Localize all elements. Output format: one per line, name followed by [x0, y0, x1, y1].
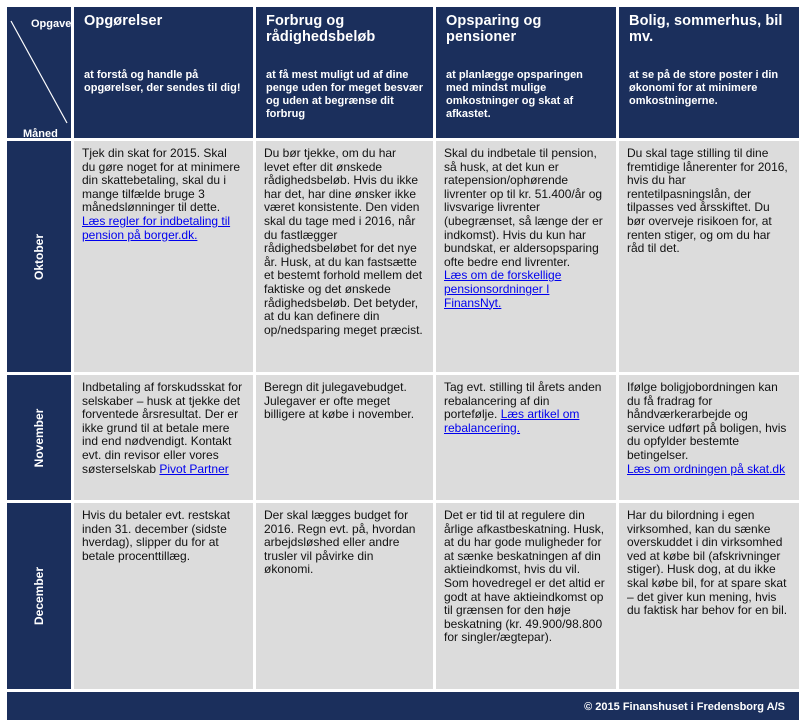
cell-text: Hvis du betaler evt. restskat inden 31. december (sidste hverdag), slipper du for at betale procenttillæg. [82, 508, 231, 563]
pivot-partner-link[interactable]: Pivot Partner [159, 461, 229, 476]
cell-november-opsparing [436, 375, 616, 500]
cell-november-bolig [619, 375, 799, 500]
column-header-forbrug [256, 7, 433, 138]
column-subtitle: at se på de store poster i din økonomi for at minimere omkostningerne. [629, 69, 779, 107]
cell-oktober-opgoerelser [74, 141, 253, 372]
cell-text: Har du bilordning i egen virksomhed, kan du sænke overskuddet i din virksomhed ved at købe bil (afskrivninger stiger). Husk dog, at du ikke skal købe bil, for at spare skat – det giver kun mening, hvis du faktisk har behov for en bil. [627, 508, 788, 618]
cell-text: Du bør tjekke, om du har levet efter dit ønskede rådighedsbeløb. Hvis du ikke har det, har dine ønsker ikke været konsistente. Den viden skal du tage med i 2016, når du fastlægger rådighedsbeløbet for det nye år. Husk, at du kan fastsætte et bestemt forhold mellem det faktiske og det ønskede rådighedsbeløb. Det betyder, at du kan definere din op/nedsparing meget præcist. [264, 146, 423, 337]
cell-text: Indbetaling af forskudsskat for selskaber – husk at tjekke det forventede årsresultat. Der er ikke grund til at betale mere ind end nødvendigt. Kontakt evt. din revisor eller vores søsterselskab [82, 380, 243, 476]
cell-text: Skal du indbetale til pension, så husk, at det kun er ratepension/ophørende livrenter op til kr. 51.400/år og livsvarige livrenter (ubegrænset, så længe der er indkomst). Hvis du kun har bundskat, er aldersopsparing ofte bedre end livrenter. [444, 146, 603, 269]
cell-december-opsparing [436, 503, 616, 689]
rebalancering-link[interactable]: Læs artikel om rebalancering. [444, 407, 580, 435]
row-label-oktober [7, 141, 71, 372]
cell-text: Du skal tage stilling til dine fremtidige lånerenter for 2016, hvis du har rentetilpasningslån, der tilpasses ved årsskiftet. Du bør overveje risikoen for, at renten stiger, og om du har råd til det. [627, 146, 788, 256]
cell-december-bolig [619, 503, 799, 689]
cell-november-opgoerelser [74, 375, 253, 500]
cell-oktober-forbrug [256, 141, 433, 372]
copyright-text: © 2015 Finanshuset i Fredensborg A/S [584, 701, 785, 713]
column-subtitle: at forstå og handle på opgørelser, der sendes til dig! [84, 69, 241, 94]
column-subtitle: at få mest muligt ud af dine penge uden for meget besvær og uden at begrænse dit forbrug [266, 69, 424, 120]
month-label: December [32, 566, 46, 626]
row-label-december [7, 503, 71, 689]
copyright-footer [7, 692, 799, 720]
cell-text: Der skal lægges budget for 2016. Regn evt. på, hvordan arbejdsløshed eller andre trusler vil påvirke din økonomi. [264, 508, 416, 577]
cell-oktober-bolig [619, 141, 799, 372]
cell-text: Beregn dit julegavebudget. Julegaver er ofte meget billigere at købe i november. [264, 380, 415, 422]
month-label: Oktober [32, 233, 46, 280]
cell-oktober-opsparing [436, 141, 616, 372]
corner-label-opgave: Opgave [31, 18, 71, 30]
cell-december-forbrug [256, 503, 433, 689]
column-header-bolig [619, 7, 799, 138]
column-title: Opsparing og pensioner [446, 13, 542, 45]
corner-label-maaned: Måned [23, 128, 58, 138]
column-title: Forbrug og rådighedsbeløb [266, 13, 376, 45]
column-title: Opgørelser [84, 13, 163, 29]
cell-text: Tag evt. stilling til årets anden rebalancering af din portefølje. [444, 380, 602, 422]
column-title: Bolig, sommerhus, bil mv. [629, 13, 783, 45]
finansnyt-link[interactable]: Læs om de forskellige pensionsordninger I FinansNyt. [444, 268, 562, 310]
column-header-opsparing [436, 7, 616, 138]
cell-text: Tjek din skat for 2015. Skal du gøre noget for at minimere din skattebetaling, skal du i mange tilfælde bruge 3 månedslønninger til dette. [82, 146, 241, 215]
row-label-november [7, 375, 71, 500]
cell-text: Ifølge boligjobordningen kan du få fradrag for håndværkerarbejde og service udført på boligen, hvis du opfylder bestemte betingelser. [627, 380, 787, 462]
column-subtitle: at planlægge opsparingen med mindst mulige omkostninger og skat af afkastet. [446, 69, 583, 120]
cell-text: Det er tid til at regulere din årlige afkastbeskatning. Husk, at du har gode muligheder for at sænke beskatningen af din aktieindkomst, hvis du vil. Som hovedregel er det altid er godt at have aktieindkomst op til grænsen for den høje beskatning (kr. 49.900/98.800 for singler/ægtepar). [444, 508, 605, 645]
cell-november-forbrug [256, 375, 433, 500]
borger-dk-link[interactable]: Læs regler for indbetaling til pension på borger.dk. [82, 213, 231, 242]
skat-dk-link[interactable]: Læs om ordningen på skat.dk [627, 461, 786, 476]
month-label: November [32, 408, 46, 467]
cell-december-opgoerelser [74, 503, 253, 689]
corner-header [7, 7, 71, 138]
column-header-opgoerelser [74, 7, 253, 138]
